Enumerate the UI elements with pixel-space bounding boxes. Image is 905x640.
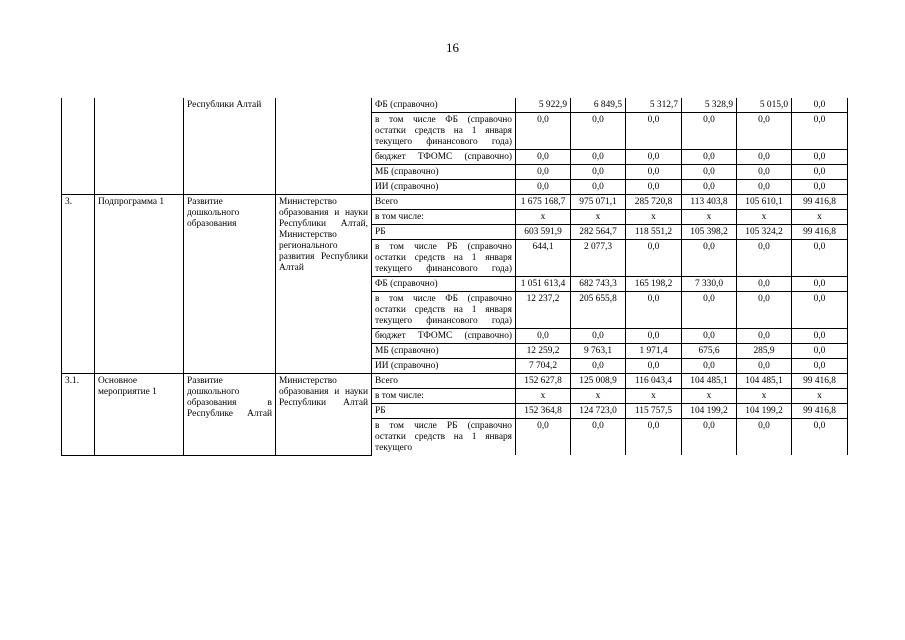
value-cell: 1 051 613,4	[516, 277, 571, 292]
value-cell: х	[682, 210, 737, 225]
value-cell: 285,9	[737, 344, 792, 359]
budget-table	[61, 98, 848, 456]
value-cell: 105 610,1	[737, 195, 792, 210]
source-cell: в том числе:	[372, 389, 516, 404]
value-cell: 0,0	[737, 329, 792, 344]
value-cell: х	[682, 389, 737, 404]
value-cell: 0,0	[571, 165, 626, 180]
name-cell: Основное мероприятие 1	[95, 374, 184, 456]
value-cell: 0,0	[571, 113, 626, 150]
source-cell: Всего	[372, 374, 516, 389]
value-cell: 975 071,1	[571, 195, 626, 210]
value-cell: х	[737, 210, 792, 225]
value-cell: 104 199,2	[737, 404, 792, 419]
table-row	[62, 98, 848, 113]
value-cell: 0,0	[792, 150, 848, 165]
value-cell: 1 675 168,7	[516, 195, 571, 210]
value-cell: 5 328,9	[682, 98, 737, 113]
value-cell: 0,0	[737, 359, 792, 374]
value-cell: х	[516, 210, 571, 225]
value-cell: 105 398,2	[682, 225, 737, 240]
value-cell: х	[792, 210, 848, 225]
value-cell: 0,0	[626, 359, 682, 374]
value-cell: 0,0	[516, 113, 571, 150]
value-cell: 0,0	[737, 240, 792, 277]
code-cell	[62, 98, 95, 195]
value-cell: 603 591,9	[516, 225, 571, 240]
value-cell: 0,0	[792, 329, 848, 344]
value-cell: 0,0	[792, 113, 848, 150]
value-cell: 0,0	[516, 329, 571, 344]
value-cell: 5 312,7	[626, 98, 682, 113]
source-cell: в том числе ФБ (справочно остатки средств на 1 января текущего финансового года)	[372, 113, 516, 150]
value-cell: 0,0	[792, 98, 848, 113]
source-cell: ИИ (справочно)	[372, 180, 516, 195]
value-cell: 0,0	[737, 180, 792, 195]
value-cell: 0,0	[682, 292, 737, 329]
executor-cell: Министерство образования и науки Республики Алтай, Министерство регионального развития Республики Алтай	[276, 195, 372, 374]
value-cell: 205 655,8	[571, 292, 626, 329]
value-cell: 105 324,2	[737, 225, 792, 240]
value-cell: 0,0	[626, 419, 682, 456]
value-cell: 0,0	[516, 150, 571, 165]
value-cell: 1 971,4	[626, 344, 682, 359]
value-cell: 2 077,3	[571, 240, 626, 277]
value-cell: 0,0	[737, 277, 792, 292]
value-cell: 0,0	[571, 329, 626, 344]
value-cell: 0,0	[792, 419, 848, 456]
goal-cell: Республики Алтай	[184, 98, 276, 195]
value-cell: 0,0	[516, 165, 571, 180]
value-cell: 118 551,2	[626, 225, 682, 240]
value-cell: 0,0	[682, 165, 737, 180]
value-cell: 0,0	[682, 419, 737, 456]
value-cell: х	[792, 389, 848, 404]
value-cell: 644,1	[516, 240, 571, 277]
value-cell: 104 485,1	[737, 374, 792, 389]
value-cell: 0,0	[682, 150, 737, 165]
value-cell: 282 564,7	[571, 225, 626, 240]
value-cell: 152 627,8	[516, 374, 571, 389]
value-cell: х	[626, 389, 682, 404]
source-cell: в том числе РБ (справочно остатки средств на 1 января текущего	[372, 419, 516, 456]
value-cell: х	[516, 389, 571, 404]
value-cell: 0,0	[792, 292, 848, 329]
value-cell: 99 416,8	[792, 195, 848, 210]
value-cell: 0,0	[792, 165, 848, 180]
value-cell: 0,0	[571, 180, 626, 195]
value-cell: 0,0	[792, 180, 848, 195]
value-cell: 6 849,5	[571, 98, 626, 113]
value-cell: 125 008,9	[571, 374, 626, 389]
value-cell: 285 720,8	[626, 195, 682, 210]
value-cell: 0,0	[682, 113, 737, 150]
value-cell: 0,0	[682, 240, 737, 277]
value-cell: 0,0	[571, 419, 626, 456]
value-cell: х	[571, 389, 626, 404]
value-cell: 99 416,8	[792, 374, 848, 389]
value-cell: 104 199,2	[682, 404, 737, 419]
value-cell: 0,0	[626, 113, 682, 150]
value-cell: 7 704,2	[516, 359, 571, 374]
goal-cell: Развитие дошкольного образования	[184, 195, 276, 374]
value-cell: 124 723,0	[571, 404, 626, 419]
source-cell: МБ (справочно)	[372, 344, 516, 359]
value-cell: 675,6	[682, 344, 737, 359]
value-cell: 0,0	[516, 419, 571, 456]
value-cell: 0,0	[792, 344, 848, 359]
value-cell: 12 237,2	[516, 292, 571, 329]
name-cell	[95, 98, 184, 195]
value-cell: х	[626, 210, 682, 225]
value-cell: 0,0	[626, 292, 682, 329]
value-cell: 115 757,5	[626, 404, 682, 419]
value-cell: 99 416,8	[792, 404, 848, 419]
source-cell: ИИ (справочно)	[372, 359, 516, 374]
value-cell: 0,0	[737, 292, 792, 329]
value-cell: 0,0	[792, 240, 848, 277]
source-cell: РБ	[372, 404, 516, 419]
value-cell: 682 743,3	[571, 277, 626, 292]
value-cell: 0,0	[792, 359, 848, 374]
value-cell: 0,0	[737, 150, 792, 165]
value-cell: 0,0	[626, 165, 682, 180]
name-cell: Подпрограмма 1	[95, 195, 184, 374]
value-cell: 5 015,0	[737, 98, 792, 113]
table-row	[62, 195, 848, 210]
value-cell: 9 763,1	[571, 344, 626, 359]
source-cell: бюджет ТФОМС (справочно)	[372, 329, 516, 344]
value-cell: 113 403,8	[682, 195, 737, 210]
source-cell: ФБ (справочно)	[372, 98, 516, 113]
code-cell: 3.	[62, 195, 95, 374]
value-cell: 0,0	[626, 329, 682, 344]
value-cell: 0,0	[571, 150, 626, 165]
value-cell: 0,0	[737, 419, 792, 456]
value-cell: 99 416,8	[792, 225, 848, 240]
value-cell: 0,0	[682, 359, 737, 374]
source-cell: РБ	[372, 225, 516, 240]
executor-cell: Министерство образования и науки Республики Алтай	[276, 374, 372, 456]
executor-cell	[276, 98, 372, 195]
value-cell: 0,0	[626, 150, 682, 165]
value-cell: 7 330,0	[682, 277, 737, 292]
value-cell: 0,0	[626, 180, 682, 195]
value-cell: 116 043,4	[626, 374, 682, 389]
source-cell: МБ (справочно)	[372, 165, 516, 180]
source-cell: Всего	[372, 195, 516, 210]
value-cell: х	[571, 210, 626, 225]
value-cell: 0,0	[571, 359, 626, 374]
value-cell: 0,0	[737, 165, 792, 180]
value-cell: 0,0	[682, 329, 737, 344]
table-row	[62, 374, 848, 389]
value-cell: 104 485,1	[682, 374, 737, 389]
page-number: 16	[446, 40, 459, 55]
source-cell: в том числе:	[372, 210, 516, 225]
value-cell: 152 364,8	[516, 404, 571, 419]
source-cell: бюджет ТФОМС (справочно)	[372, 150, 516, 165]
value-cell: 12 259,2	[516, 344, 571, 359]
value-cell: х	[737, 389, 792, 404]
value-cell: 0,0	[626, 240, 682, 277]
source-cell: ФБ (справочно)	[372, 277, 516, 292]
source-cell: в том числе ФБ (справочно остатки средств на 1 января текущего финансового года)	[372, 292, 516, 329]
value-cell: 5 922,9	[516, 98, 571, 113]
goal-cell: Развитие дошкольного образования в Республике Алтай	[184, 374, 276, 456]
value-cell: 0,0	[792, 277, 848, 292]
value-cell: 165 198,2	[626, 277, 682, 292]
value-cell: 0,0	[737, 113, 792, 150]
code-cell: 3.1.	[62, 374, 95, 456]
value-cell: 0,0	[682, 180, 737, 195]
value-cell: 0,0	[516, 180, 571, 195]
source-cell: в том числе РБ (справочно остатки средств на 1 января текущего финансового года)	[372, 240, 516, 277]
